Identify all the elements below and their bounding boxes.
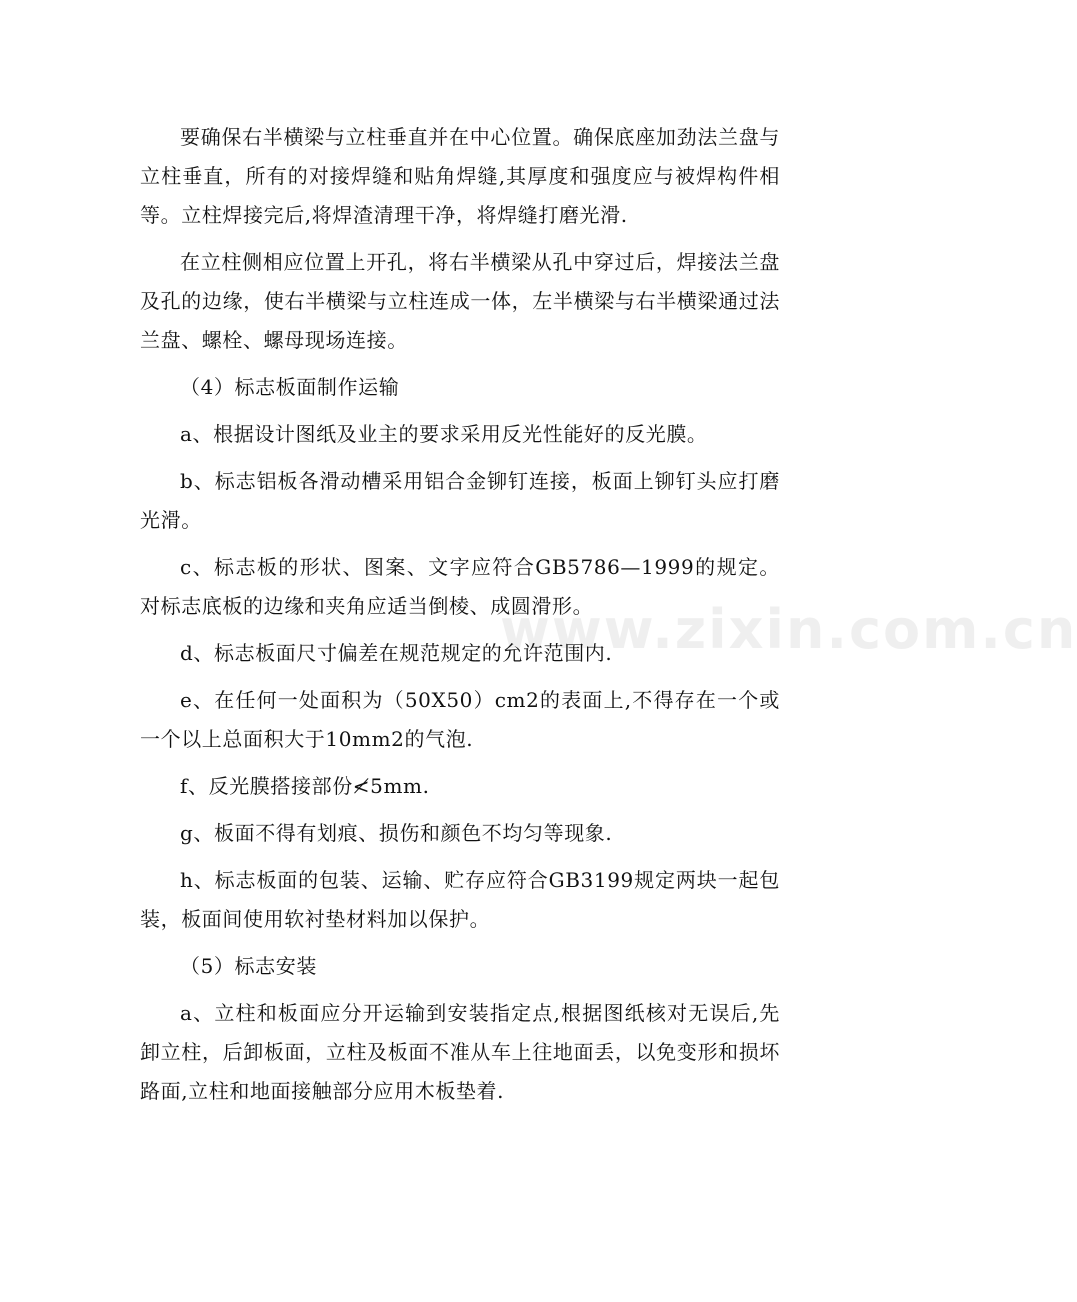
list-item: f、反光膜搭接部份≮5mm. bbox=[180, 774, 430, 798]
list-item: h、标志板面的包装、运输、贮存应符合GB3199规定两块一起包装，板面间使用软衬垫材料加以保护。 bbox=[140, 868, 780, 931]
list-item: a、根据设计图纸及业主的要求采用反光性能好的反光膜。 bbox=[180, 422, 708, 446]
list-item: e、在任何一处面积为（50X50）cm2的表面上,不得存在一个或一个以上总面积大于10mm2的气泡. bbox=[140, 688, 780, 751]
document-body bbox=[140, 118, 780, 1111]
paragraph: 在立柱侧相应位置上开孔，将右半横梁从孔中穿过后，焊接法兰盘及孔的边缘，使右半横梁与立柱连成一体，左半横梁与右半横梁通过法兰盘、螺栓、螺母现场连接。 bbox=[140, 250, 780, 352]
watermark-text: www.zixin.com.cn bbox=[500, 598, 1077, 661]
list-item: d、标志板面尺寸偏差在规范规定的允许范围内. bbox=[180, 641, 613, 665]
section-heading: （5）标志安装 bbox=[180, 954, 317, 978]
list-item: c、标志板的形状、图案、文字应符合GB5786—1999的规定。对标志底板的边缘和夹角应适当倒棱、成圆滑形。 bbox=[140, 555, 780, 618]
list-item: g、板面不得有划痕、损伤和颜色不均匀等现象. bbox=[180, 821, 613, 845]
list-item: b、标志铝板各滑动槽采用铝合金铆钉连接，板面上铆钉头应打磨光滑。 bbox=[140, 469, 780, 532]
paragraph: 要确保右半横梁与立柱垂直并在中心位置。确保底座加劲法兰盘与立柱垂直，所有的对接焊缝和贴角焊缝,其厚度和强度应与被焊构件相等。立柱焊接完后,将焊渣清理干净，将焊缝打磨光滑. bbox=[140, 125, 780, 227]
section-heading: （4）标志板面制作运输 bbox=[180, 375, 400, 399]
list-item: a、立柱和板面应分开运输到安装指定点,根据图纸核对无误后,先卸立柱，后卸板面，立柱及板面不准从车上往地面丢，以免变形和损坏路面,立柱和地面接触部分应用木板垫着. bbox=[140, 1001, 780, 1103]
